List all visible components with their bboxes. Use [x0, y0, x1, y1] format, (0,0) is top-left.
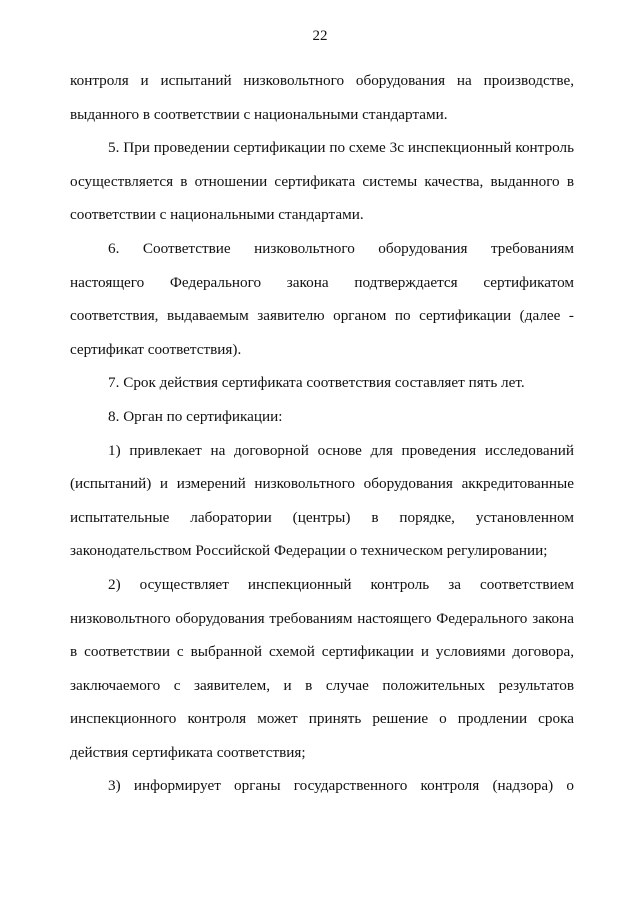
page-number: 22: [312, 28, 328, 44]
text-line: соответствия, выдаваемым заявителю органом по сертификации (далее -: [70, 307, 574, 325]
text-line: сертификат соответствия).: [70, 340, 242, 358]
text-line: 8. Орган по сертификации:: [108, 407, 283, 425]
text-line: испытательные лаборатории (центры) в порядке, установленном: [70, 508, 574, 526]
paragraph-item-8: [70, 400, 574, 434]
text-line: 2) осуществляет инспекционный контроль за соответствием: [108, 575, 574, 593]
text-line: действия сертификата соответствия;: [70, 743, 306, 761]
paragraph-subitem-3: [70, 769, 574, 803]
text-line: осуществляется в отношении сертификата системы качества, выданного в: [70, 172, 574, 190]
text-line: в соответствии с выбранной схемой сертификации и условиями договора,: [70, 643, 574, 661]
text-line: низковольтного оборудования требованиям настоящего Федерального закона: [70, 609, 574, 627]
text-line: 5. При проведении сертификации по схеме 3с инспекционный контроль: [108, 139, 574, 157]
text-line: 6. Соответствие низковольтного оборудования требованиям: [108, 239, 574, 257]
paragraph-item-6: [70, 232, 574, 366]
text-line: соответствии с национальными стандартами.: [70, 206, 364, 224]
paragraph-subitem-1: [70, 434, 574, 568]
paragraph-continuation: [70, 64, 574, 131]
text-line: 1) привлекает на договорной основе для проведения исследований: [108, 441, 574, 459]
paragraph-item-5: [70, 131, 574, 232]
text-line: выданного в соответствии с национальными стандартами.: [70, 105, 448, 123]
text-line: 7. Срок действия сертификата соответствия составляет пять лет.: [108, 374, 525, 392]
text-line: законодательством Российской Федерации о техническом регулировании;: [70, 542, 548, 560]
text-line: (испытаний) и измерений низковольтного оборудования аккредитованные: [70, 475, 574, 493]
text-line: заключаемого с заявителем, и в случае положительных результатов: [70, 676, 574, 694]
text-line: контроля и испытаний низковольтного оборудования на производстве,: [70, 72, 574, 89]
body-text: [70, 64, 574, 803]
text-line: настоящего Федерального закона подтверждается сертификатом: [70, 273, 574, 291]
text-line: инспекционного контроля может принять решение о продлении срока: [70, 710, 574, 728]
paragraph-subitem-2: [70, 568, 574, 770]
paragraph-item-7: [70, 366, 574, 400]
text-line: 3) информирует органы государственного контроля (надзора) о: [108, 777, 574, 795]
